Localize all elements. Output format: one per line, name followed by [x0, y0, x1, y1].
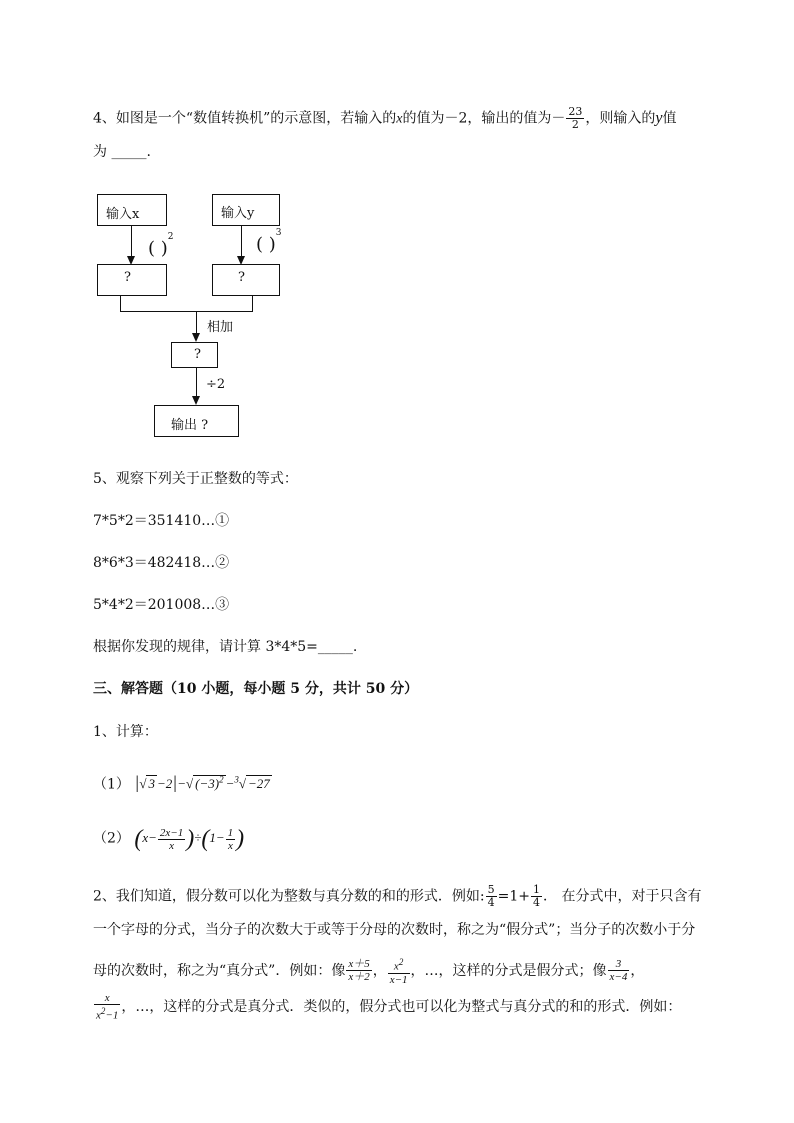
input-y-label: 输入y: [221, 206, 255, 221]
op-square: [148, 231, 174, 259]
cube-result-box: [212, 264, 280, 296]
q4-text-a: 4、如图是一个“数值转换机”的示意图，若输入的: [93, 110, 397, 127]
q4-var-y: y: [655, 109, 663, 127]
add-label: 相加: [207, 320, 234, 335]
join-right: [252, 295, 253, 311]
q4-line2: 为 _____.: [93, 144, 151, 160]
square-result-box: [97, 264, 167, 296]
q5-eq3: 5*4*2＝201008…③: [93, 597, 230, 613]
s3q2-example-frac: $\frac{5}{4}$: [487, 883, 495, 909]
s3q1-part1: [93, 770, 272, 794]
join-horizontal: [120, 311, 253, 312]
q5-eq2: 8*6*3＝482418…②: [93, 555, 230, 571]
s3q2-example-frac2: $\frac{1}{4}$: [533, 883, 540, 909]
q4-text-d: 值: [662, 110, 677, 127]
div-arrow-line: [196, 367, 197, 397]
section3-title: 三、解答题（10 小题，每小题 5 分，共计 50 分）: [93, 681, 419, 697]
cube-result-q: ?: [238, 270, 245, 285]
s3q2-line2: 一个字母的分式，当分子的次数大于或等于分母的次数时，称之为“假分式”；当分子的次数小于分: [93, 922, 696, 938]
add-arrow-head: [192, 333, 200, 342]
s3q2-line3-b: ，…，这样的分式是假分式；像: [410, 962, 607, 979]
input-x-box: [97, 194, 167, 226]
s3q1-p1-label: （1）: [93, 776, 130, 793]
q5-ask: 根据你发现的规律，请计算 3*4*5=_____.: [93, 639, 358, 655]
q4-var-x: x: [396, 111, 403, 127]
q4-frac-num: 23: [568, 105, 583, 118]
square-result-q: ?: [124, 270, 131, 285]
s3q2-line4-b: ，…，这样的分式是真分式．类似的，假分式也可以化为整式与真分式的和的形式．例如：: [121, 998, 682, 1015]
op-square-exp: 2: [167, 231, 174, 242]
s3q2-line1: 2、我们知道，假分数可以化为整数与真分数的和的形式．例如: $\frac{5}{4}$ =1+ $\frac{1}{4}$ ． 在分式中，对于只含有: [93, 883, 702, 909]
q5-intro: 5、观察下列关于正整数的等式：: [93, 471, 298, 487]
op-square-parens: ( ): [148, 238, 168, 259]
join-left: [120, 295, 121, 311]
s3q2-line3-a: 母的次数时，称之为“真分式”．例如：像: [93, 962, 346, 979]
s3q2-frac-proper1: $\frac{3}{x-4}$: [609, 958, 628, 984]
op-cube-parens: ( ): [256, 234, 276, 255]
s3q2-frac-proper2: $\frac{x}{x^2-1}$: [96, 992, 119, 1022]
q5-eq1: 7*5*2＝351410…①: [93, 513, 230, 529]
q4-fraction: [566, 106, 584, 131]
op-cube-exp: 3: [275, 227, 282, 238]
sum-box: [171, 342, 218, 368]
q4-text-c: ，则输入的: [585, 110, 656, 127]
s3q1-p1-expr: |√ 3 −2|−√ $(-3)^2 -^3√ -27$: [134, 772, 270, 793]
s3q1-intro: 1、计算：: [93, 724, 158, 740]
q4-text-b: 的值为－2，输出的值为－: [402, 110, 566, 127]
s3q2-line1-a: 2、我们知道，假分数可以化为整数与真分数的和的形式．例如:: [93, 888, 485, 905]
div-arrow-head: [192, 396, 200, 405]
input-x-label: 输入x: [106, 207, 140, 222]
s3q1-p2-expr: (x− $\frac{2x-1}{x}$ )÷(1− $\frac{1}{x}$ ): [134, 826, 245, 853]
output-label: 输出 ?: [171, 418, 209, 433]
s3q1-part2: [93, 827, 244, 852]
arrow-line-y: [241, 225, 242, 257]
input-y-box: [212, 194, 280, 226]
q4-line1: [93, 106, 676, 131]
arrow-line-x: [131, 225, 132, 257]
s3q2-frac-improper2: $\frac{x^2}{x-1}$: [389, 957, 408, 986]
s3q2-line3: 母的次数时，称之为“真分式”．例如：像 $\frac{x+5}{x+2}$ ， $\frac{x^2}{x-1}$ ，…，这样的分式是假分式；像 $\frac{3}{x-4}$ ，: [93, 957, 645, 986]
output-box: [154, 405, 239, 437]
s3q2-line1-b: ． 在分式中，对于只含有: [543, 888, 702, 905]
div-label: ÷2: [206, 377, 226, 392]
add-arrow-line: [196, 312, 197, 334]
s3q2-line4: [93, 992, 681, 1022]
s3q1-p2-label: （2）: [93, 830, 130, 847]
op-cube: [256, 227, 282, 255]
sum-q: ?: [194, 347, 201, 362]
s3q2-frac-improper1: $\frac{x+5}{x+2}$: [348, 958, 370, 984]
q4-frac-den: 2: [571, 118, 579, 131]
